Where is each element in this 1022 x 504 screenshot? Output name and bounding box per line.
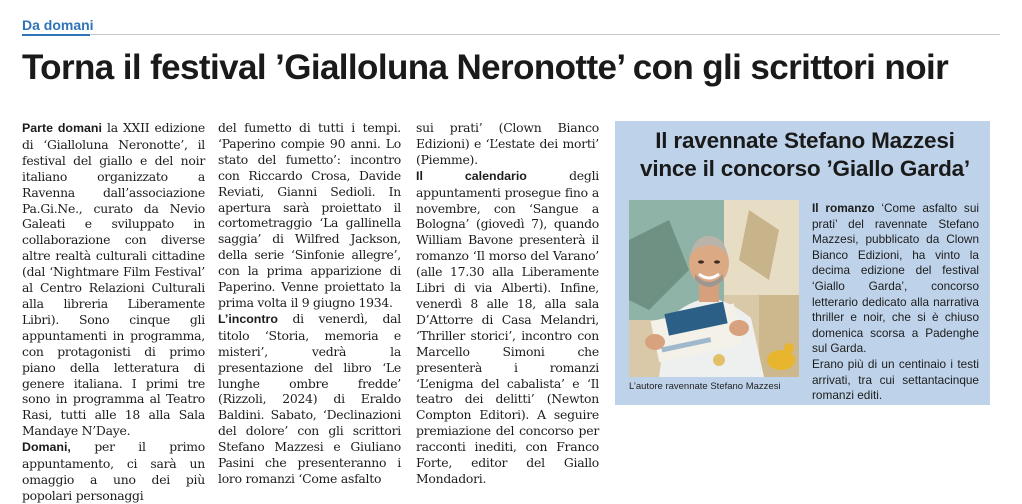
article-column-3: [416, 120, 599, 487]
column-1-paragraph-1: [22, 120, 205, 439]
lead-in: Parte domani: [22, 121, 102, 135]
body-text: del fumetto di tutti i tempi. ‘Paperino compie 90 anni. Lo stato del fumetto’: incontro con Riccardo Crosa, Davide Reviati, Gianni Sedioli. In apertura sarà proiettato il cortometraggio ‘La gallinella saggia’ di Wilfred Jackson, della serie ‘Sinfonie allegre’, con la prima apparizione di Paperino. Venne proiettato la prima volta il 9 giugno 1934.: [218, 120, 401, 310]
photo-caption: L’autore ravennate Stefano Mazzesi: [629, 381, 781, 392]
sidebar-box: [615, 121, 990, 405]
sidebar-text: [812, 201, 979, 404]
body-text: sui prati’ (Clown Bianco Edizioni) e ‘L’estate dei morti’ (Piemme).: [416, 120, 599, 167]
article-headline: Torna il festival ’Gialloluna Neronotte’ con gli scrittori noir: [22, 48, 949, 87]
body-text: la XXII edizione di ‘Gialloluna Neronotte’, il festival del giallo e del noir italiano organizzato a Ravenna dall’associazione Pa.Gi.Ne., curato da Nevio Galeati e sviluppato in collaborazione con diverse altre realtà culturali cittadine (dal ‘Nightmare Film Festival’ al Centro Relazioni Culturali alla libreria Liberamente Libri). Sono cinque gli appuntamenti in programma, con protagonisti di primo piano della letteratura di genere italiana. I primi tre sono in programma al Teatro Rasi, tutti alle 18 alla Sala Mandaye N’Daye.: [22, 120, 206, 439]
article-column-1: [22, 120, 205, 504]
body-text: per il primo appuntamento, ci sarà un omaggio a uno dei più popolari personaggi: [22, 439, 205, 503]
column-3-paragraph-2: [416, 168, 599, 487]
header-divider: [22, 34, 1000, 35]
body-text: di venerdì, dal titolo ‘Storia, memoria e misteri’, vedrà la presentazione del libro ‘Le lunghe ombre fredde’ (Rizzoli, 2024) di Eraldo Baldini. Sabato, ‘Declinazioni del dolore’ con gli scrittori Stefano Mazzesi e Giuliano Pasini che presenteranno i loro romanzi ‘Come asfalto: [218, 310, 401, 486]
author-photo-illustration: [629, 200, 799, 377]
body-text: Erano più di un centinaio i testi arrivati, tra cui settantacinque romanzi editi.: [812, 356, 979, 403]
sidebar-paragraph-2: [812, 357, 979, 404]
lead-in: Domani,: [22, 440, 71, 455]
section-kicker: Da domani: [22, 17, 94, 33]
column-2-paragraph-1: [218, 120, 401, 311]
column-1-paragraph-2: [22, 439, 205, 504]
body-text: ‘Come asfalto sui prati’ del ravennate Stefano Mazzesi, pubblicato da Clown Bianco Edizioni, ha vinto la decima edizione del festival ‘Giallo Garda’, concorso letterario dedicato alla narrativa thriller e noir, che si è chiuso domenica scorsa a Padenghe sul Garda.: [812, 201, 979, 356]
lead-in: Il calendario: [416, 168, 527, 183]
sidebar-title: Il ravennate Stefano Mazzesi vince il concorso ’Giallo Garda’: [640, 128, 970, 181]
lead-in: L’incontro: [218, 311, 278, 326]
body-text: degli appuntamenti prosegue fino a novembre, con ‘Sangue a Bologna’ (giovedì 7), quando William Bavone presenterà il romanzo ‘Il morso del Varano’ (alle 17.30 alla Liberamente Libri di via Alberti). Infine, venerdì 8 alle 18, alla sala D’Attorre di Casa Melandri, ‘Thriller storici’, incontro con Marcello Simoni che presenterà i romanzi ‘L’enigma del cabalista’ e ‘Il teatro dei delitti’ (Newton Compton Editori). A seguire premiazione del concorso per racconti inediti, con Franco Forte, editor del Giallo Mondadori.: [416, 167, 599, 486]
column-3-paragraph-1: [416, 120, 599, 168]
author-photo: [629, 200, 799, 377]
column-2-paragraph-2: [218, 311, 401, 487]
sidebar-paragraph-1: [812, 201, 979, 357]
kicker-underline: [22, 34, 90, 36]
article-column-2: [218, 120, 401, 487]
lead-in: Il romanzo: [812, 201, 875, 215]
